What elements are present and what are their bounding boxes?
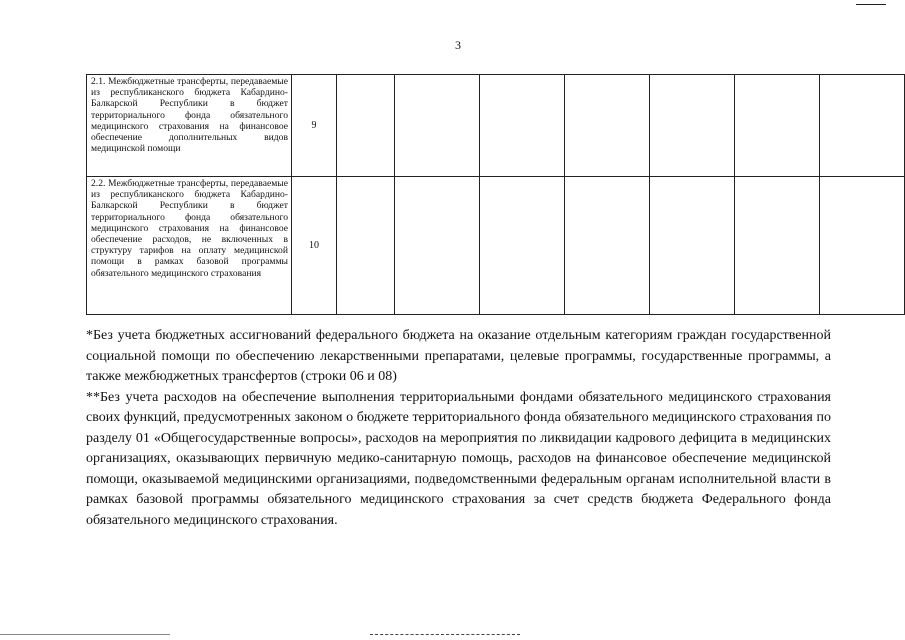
value-cell — [395, 75, 480, 177]
footnote-double-asterisk: **Без учета расходов на обеспечение выполнения территориальными фондами обязательного медицинского страхования своих функций, предусмотренных законом о бюджете территориального фонда обязательного медицинского страхования по разделу 01 «Общегосударственные вопросы», расходов на мероприятия по ликвидации кадрового дефицита в медицинских организациях, оказывающих первичную медико-санитарную помощь, расходов на финансовое обеспечение медицинской помощи, оказываемой медицинскими организациями, подведомственными федеральным органам исполнительной власти в рамках базовой программы обязательного медицинского страхования за счет средств бюджета Федерального фонда обязательного медицинского страхования. — [86, 389, 831, 528]
top-edge-rule — [856, 4, 886, 5]
footnotes — [86, 326, 831, 531]
page-number: 3 — [455, 38, 461, 52]
value-cell — [650, 177, 735, 315]
value-cell — [480, 177, 565, 315]
value-cell — [820, 177, 905, 315]
value-cell — [565, 75, 650, 177]
footnote-single-asterisk: *Без учета бюджетных ассигнований федерального бюджета на оказание отдельным категориям граждан государственной социальной помощи по обеспечению лекарственными препаратами, целевые программы, государственные программы, а также межбюджетных трансфертов (строки 06 и 08) — [86, 328, 831, 384]
value-cell — [650, 75, 735, 177]
value-cell — [735, 177, 820, 315]
value-cell — [395, 177, 480, 315]
value-cell — [820, 75, 905, 177]
bottom-edge-mark — [370, 634, 520, 635]
value-cell — [337, 75, 395, 177]
row-code: 9 — [292, 75, 337, 177]
budget-table — [86, 74, 905, 315]
row-description: 2.2. Межбюджетные трансферты, передаваемые из республиканского бюджета Кабардино-Балкарской Республики в бюджет территориального фонда обязательного медицинского страхования на финансовое обеспечение расходов, не включенных в структуру тарифов на оплату медицинской помощи в рамках базовой программы обязательного медицинского страхования — [87, 177, 292, 315]
value-cell — [480, 75, 565, 177]
row-code: 10 — [292, 177, 337, 315]
bottom-edge-rule — [0, 634, 170, 635]
value-cell — [735, 75, 820, 177]
table-row — [87, 75, 905, 177]
value-cell — [337, 177, 395, 315]
value-cell — [565, 177, 650, 315]
row-description: 2.1. Межбюджетные трансферты, передаваемые из республиканского бюджета Кабардино-Балкарской Республики в бюджет территориального фонда обязательного медицинского страхования на финансовое обеспечение дополнительных видов медицинской помощи — [87, 75, 292, 177]
table-row — [87, 177, 905, 315]
